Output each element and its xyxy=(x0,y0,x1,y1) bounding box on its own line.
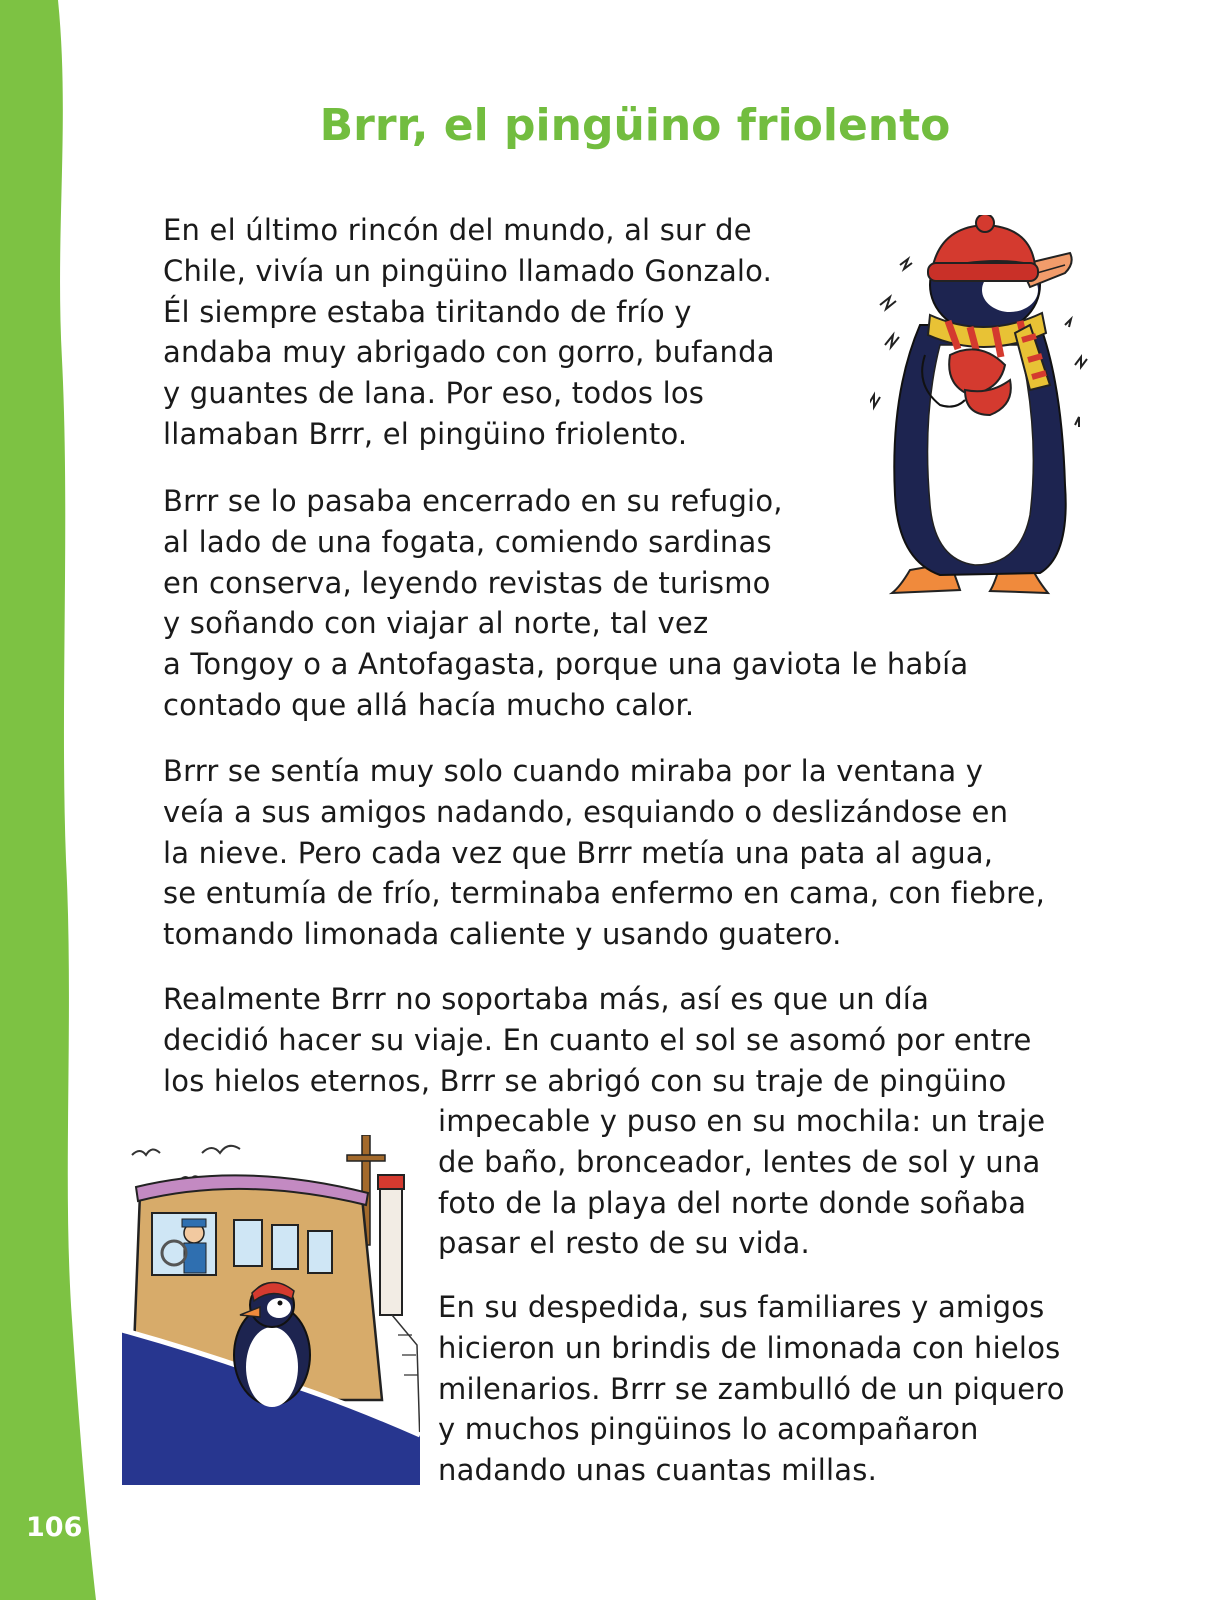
boat-illustration xyxy=(122,1135,420,1485)
paragraph-1: En el último rincón del mundo, al sur de Chile, vivía un pingüino llamado Gonzalo. Él siempre estaba tiritando de frío y andaba muy abrigado con gorro, bufanda y guantes de lana. Por eso, todos los llamaban Brrr, el pingüino friolento. xyxy=(163,213,775,451)
paragraph-3: Brrr se sentía muy solo cuando miraba por la ventana y veía a sus amigos nadando, esquiando o deslizándose en la nieve. Pero cada vez que Brrr metía una pata al agua, se entumía de frío, terminaba enfermo en cama, con fiebre, tomando limonada caliente y usando guatero. xyxy=(163,754,1046,952)
page-number: 106 xyxy=(26,1512,83,1543)
green-side-band xyxy=(0,0,110,1600)
page-title: Brrr, el pingüino friolento xyxy=(319,100,951,151)
paragraph-4-top: Realmente Brrr no soportaba más, así es que un día decidió hacer su viaje. En cuanto el sol se asomó por entre los hielos eternos, Brrr se abrigó con su traje de pingüino xyxy=(163,982,1032,1098)
paragraph-5: En su despedida, sus familiares y amigos hicieron un brindis de limonada con hielos milenarios. Brrr se zambulló de un piquero y muchos pingüinos lo acompañaron nadando unas cuantas millas. xyxy=(438,1290,1065,1488)
paragraph-2: Brrr se lo pasaba encerrado en su refugio, al lado de una fogata, comiendo sardinas en conserva, leyendo revistas de turismo y soñando con viajar al norte, tal vez a Tongoy o a Antofagasta, porque una gaviota le había contado que allá hacía mucho calor. xyxy=(163,484,969,722)
paragraph-4-rest: impecable y puso en su mochila: un traje de baño, bronceador, lentes de sol y una foto de la playa del norte donde soñaba pasar el resto de su vida. xyxy=(438,1104,1046,1261)
